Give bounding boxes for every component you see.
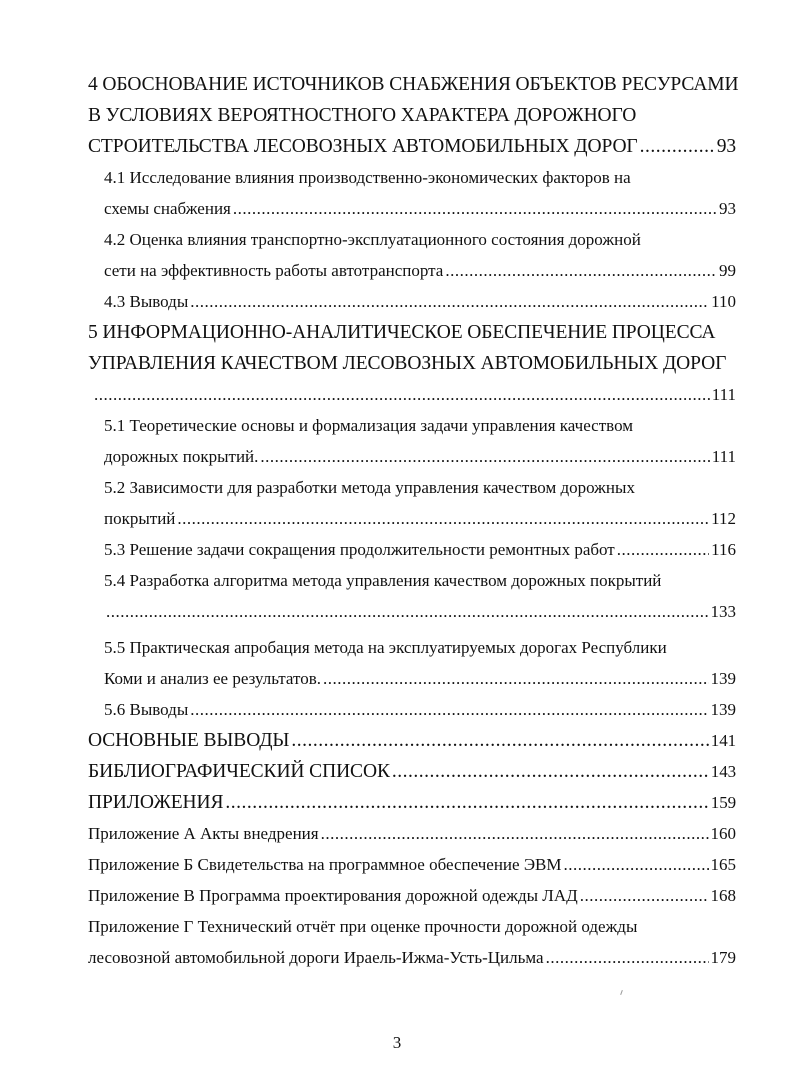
- toc-s53-text: 5.3 Решение задачи сокращения продолжительности ремонтных работ: [104, 540, 615, 559]
- toc-entry-s54[interactable]: [88, 596, 736, 627]
- toc-entry-appendix-b[interactable]: [88, 849, 736, 880]
- leader-dots: [291, 725, 708, 756]
- toc-appB-page: 165: [710, 855, 736, 874]
- leader-dots: [445, 255, 717, 286]
- toc-entry-s55[interactable]: [88, 663, 736, 694]
- toc-s56-text: 5.6 Выводы: [104, 700, 189, 719]
- leader-dots: [640, 131, 715, 162]
- toc-s52-line1: 5.2 Зависимости для разработки метода управления качеством дорожных: [104, 478, 635, 497]
- leader-dots: [94, 379, 710, 410]
- toc-s56-page: 139: [710, 700, 736, 719]
- table-of-contents: [88, 69, 739, 973]
- leader-dots: [225, 787, 708, 818]
- toc-ch4-line3: СТРОИТЕЛЬСТВА ЛЕСОВОЗНЫХ АВТОМОБИЛЬНЫХ ДОРОГ: [88, 136, 638, 157]
- leader-dots: [190, 694, 708, 725]
- scan-speck: [620, 990, 623, 995]
- toc-appG-line1: Приложение Г Технический отчёт при оценке прочности дорожной одежды: [88, 917, 638, 936]
- toc-s51-line1: 5.1 Теоретические основы и формализация задачи управления качеством: [104, 416, 634, 435]
- toc-appV-page: 168: [710, 886, 736, 905]
- toc-entry-appendix-a[interactable]: [88, 818, 736, 849]
- toc-entry-appendix-v[interactable]: [88, 880, 736, 911]
- toc-appG-page: 179: [710, 948, 736, 967]
- toc-conclusions-text: ОСНОВНЫЕ ВЫВОДЫ: [88, 730, 290, 751]
- toc-entry-s41[interactable]: [88, 193, 736, 224]
- toc-entry-s53[interactable]: [88, 534, 736, 565]
- toc-s55-line1: 5.5 Практическая апробация метода на эксплуатируемых дорогах Республики: [104, 638, 667, 657]
- toc-ch4-page: 93: [716, 136, 736, 157]
- leader-dots: [580, 880, 709, 911]
- toc-ch5-page: 111: [711, 385, 736, 404]
- toc-entry-s56[interactable]: [88, 694, 736, 725]
- toc-s42-page: 99: [719, 261, 736, 280]
- toc-entry-bibliography[interactable]: [88, 756, 736, 787]
- leader-dots: [323, 663, 708, 694]
- leader-dots: [392, 756, 709, 787]
- page-number: 3: [392, 1033, 402, 1052]
- toc-s55-page: 139: [710, 669, 736, 688]
- toc-ch5-line2: УПРАВЛЕНИЯ КАЧЕСТВОМ ЛЕСОВОЗНЫХ АВТОМОБИЛЬНЫХ ДОРОГ: [88, 353, 727, 374]
- toc-appG-line2: лесовозной автомобильной дороги Ираель-Ижма-Усть-Цильма: [88, 948, 544, 967]
- toc-s52-page: 112: [711, 509, 736, 528]
- toc-s43-text: 4.3 Выводы: [104, 292, 189, 311]
- leader-dots: [233, 193, 717, 224]
- leader-dots: [260, 441, 709, 472]
- toc-appA-page: 160: [710, 824, 736, 843]
- toc-entry-s42[interactable]: [88, 255, 736, 286]
- toc-s54-page: 133: [710, 602, 736, 621]
- toc-s54-line1: 5.4 Разработка алгоритма метода управления качеством дорожных покрытий: [104, 571, 662, 590]
- toc-s55-line2: Коми и анализ ее результатов.: [104, 669, 322, 688]
- toc-ch4-line1: 4 ОБОСНОВАНИЕ ИСТОЧНИКОВ СНАБЖЕНИЯ ОБЪЕКТОВ РЕСУРСАМИ: [88, 74, 739, 95]
- toc-entry-ch4[interactable]: [88, 131, 736, 162]
- toc-s41-line2: схемы снабжения: [104, 199, 231, 218]
- toc-s52-line2: покрытий: [104, 509, 176, 528]
- toc-s51-line2: дорожных покрытий.: [104, 447, 259, 466]
- toc-bibliography-text: БИБЛИОГРАФИЧЕСКИЙ СПИСОК: [88, 761, 390, 782]
- leader-dots: [321, 818, 709, 849]
- leader-dots: [617, 534, 709, 565]
- toc-entry-s51[interactable]: [88, 441, 736, 472]
- leader-dots: [546, 942, 709, 973]
- toc-entry-ch5[interactable]: [88, 379, 736, 410]
- toc-s41-line1: 4.1 Исследование влияния производственно-экономических факторов на: [104, 168, 631, 187]
- toc-entry-appendix-g[interactable]: [88, 942, 736, 973]
- toc-entry-s43[interactable]: [88, 286, 736, 317]
- toc-s51-page: 111: [711, 447, 736, 466]
- toc-bibliography-page: 143: [710, 762, 736, 781]
- toc-s42-line2: сети на эффективность работы автотранспорта: [104, 261, 444, 280]
- toc-s42-line1: 4.2 Оценка влияния транспортно-эксплуатационного состояния дорожной: [104, 230, 641, 249]
- toc-appendices-page: 159: [710, 793, 736, 812]
- toc-entry-s52[interactable]: [88, 503, 736, 534]
- toc-ch5-line1: 5 ИНФОРМАЦИОННО-АНАЛИТИЧЕСКОЕ ОБЕСПЕЧЕНИЕ ПРОЦЕССА: [88, 322, 716, 343]
- leader-dots: [190, 286, 709, 317]
- toc-entry-conclusions[interactable]: [88, 725, 736, 756]
- toc-s53-page: 116: [711, 540, 736, 559]
- leader-dots: [564, 849, 709, 880]
- toc-appV-text: Приложение В Программа проектирования дорожной одежды ЛАД: [88, 886, 578, 905]
- toc-s43-page: 110: [711, 292, 736, 311]
- toc-s41-page: 93: [719, 199, 736, 218]
- leader-dots: [177, 503, 709, 534]
- toc-entry-appendices[interactable]: [88, 787, 736, 818]
- toc-appA-text: Приложение А Акты внедрения: [88, 824, 319, 843]
- leader-dots: [106, 596, 709, 627]
- toc-appB-text: Приложение Б Свидетельства на программное обеспечение ЭВМ: [88, 855, 562, 874]
- toc-conclusions-page: 141: [710, 731, 736, 750]
- toc-ch4-line2: В УСЛОВИЯХ ВЕРОЯТНОСТНОГО ХАРАКТЕРА ДОРОЖНОГО: [88, 105, 637, 126]
- toc-appendices-text: ПРИЛОЖЕНИЯ: [88, 792, 224, 813]
